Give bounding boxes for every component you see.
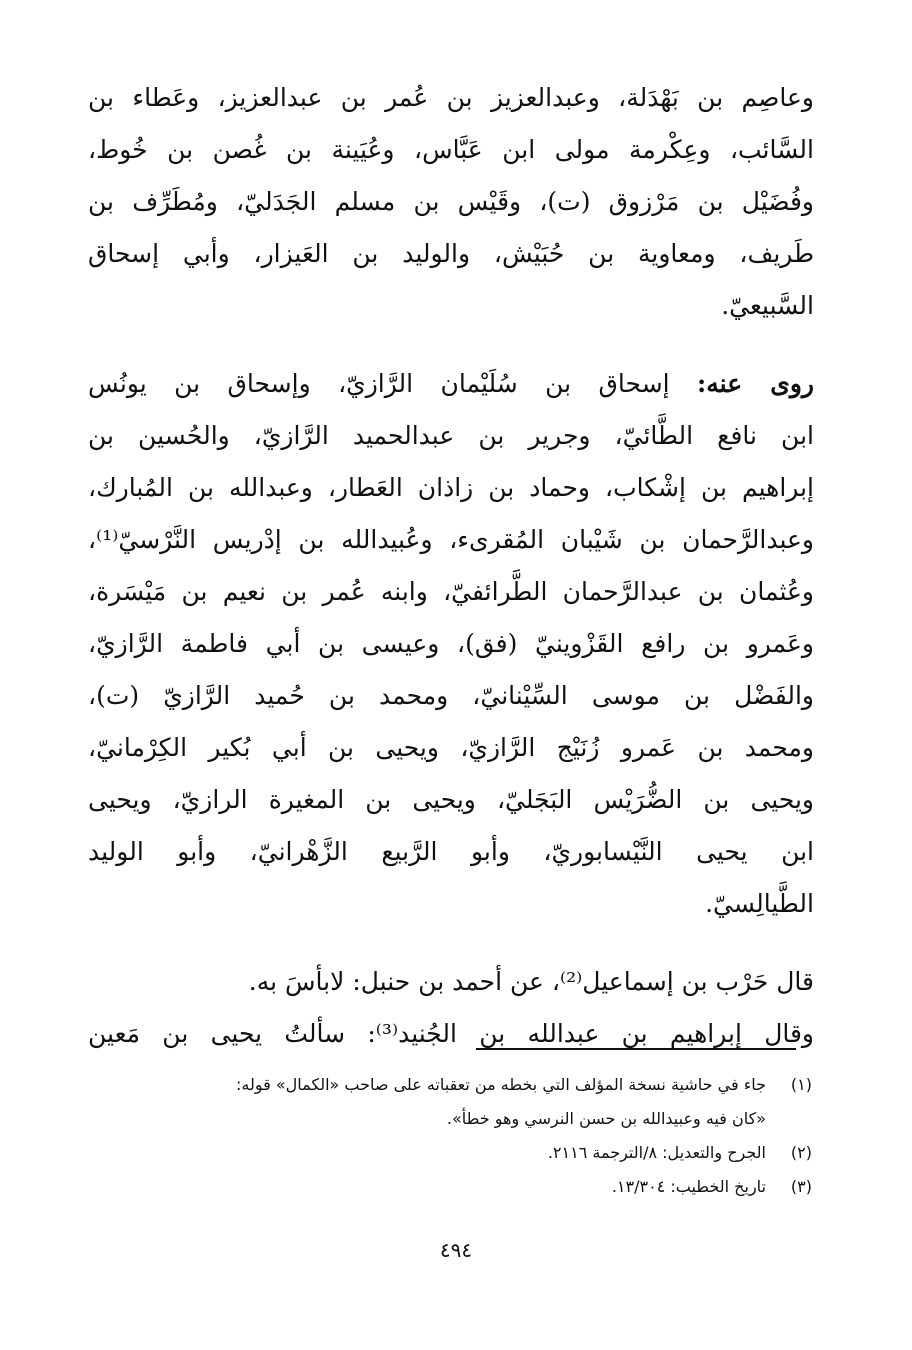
footnote bbox=[96, 1170, 812, 1204]
text-line: وقال إبراهيم بن عبدالله بن الجُنيد⁽³⁾: سألتُ يحيى بن مَعين bbox=[88, 1019, 814, 1048]
text-line: ومحمد بن عَمرو زُنَيْج الرَّازيّ، ويحيى بن أبي بُكير الكِرْمانيّ، bbox=[88, 733, 814, 762]
footnote-separator bbox=[476, 1048, 796, 1050]
footnote-text: جاء في حاشية نسخة المؤلف التي بخطه من تعقباته على صاحب «الكمال» قوله: bbox=[236, 1075, 766, 1094]
text-line: ويحيى بن الضُّرَيْس البَجَليّ، ويحيى بن المغيرة الرازيّ، ويحيى bbox=[88, 785, 814, 814]
footnotes bbox=[96, 1068, 812, 1204]
text-line-rest: إسحاق بن سُلَيْمان الرَّازيّ، وإسحاق بن يونُس bbox=[88, 369, 670, 398]
paragraph-quotes bbox=[88, 956, 814, 1060]
footnote-line: «كان فيه وعبيدالله بن حسن النرسي وهو خطأ». bbox=[446, 1109, 766, 1128]
section-lead: روى عنه: bbox=[697, 369, 814, 398]
footnote-line bbox=[96, 1136, 812, 1170]
main-text bbox=[88, 72, 814, 1060]
paragraph-gap bbox=[88, 332, 814, 358]
footnote-line bbox=[96, 1068, 812, 1102]
paragraph-teachers bbox=[88, 72, 814, 332]
footnote-text: تاريخ الخطيب: ١٣/٣٠٤. bbox=[611, 1177, 766, 1196]
text-line: قال حَرْب بن إسماعيل⁽²⁾، عن أحمد بن حنبل: لابأسَ به. bbox=[248, 967, 814, 996]
text-line: السَّائب، وعِكْرمة مولى ابن عَبَّاس، وعُيَينة بن غُصن بن خُوط، bbox=[88, 135, 814, 164]
text-line: والفَضْل بن موسى السِّيْنانيّ، ومحمد بن حُميد الرَّازيّ (ت)، bbox=[88, 681, 814, 710]
text-line: ابن نافع الطَّائيّ، وجرير بن عبدالحميد الرَّازيّ، والحُسين بن bbox=[88, 421, 814, 450]
text-line: وعاصِم بن بَهْدَلة، وعبدالعزيز بن عُمر بن عبدالعزيز، وعَطاء بن bbox=[88, 83, 814, 112]
footnote bbox=[96, 1068, 812, 1136]
text-line: وعَمرو بن رافع القَزْوينيّ (فق)، وعيسى بن أبي فاطمة الرَّازيّ، bbox=[88, 629, 814, 658]
text-line: وفُضَيْل بن مَرْزوق (ت)، وقَيْس بن مسلم الجَدَليّ، ومُطَرِّف بن bbox=[88, 187, 814, 216]
text-line: ابن يحيى النَّيْسابوريّ، وأبو الرَّبيع الزَّهْرانيّ، وأبو الوليد bbox=[88, 837, 814, 866]
text-line: إبراهيم بن إشْكاب، وحماد بن زاذان العَطار، وعبدالله بن المُبارك، bbox=[88, 473, 814, 502]
text-line: وعبدالرَّحمان بن شَيْبان المُقرىء، وعُبيدالله بن إدْريس النَّرْسيّ⁽¹⁾، bbox=[88, 525, 814, 554]
paragraph-gap bbox=[88, 930, 814, 956]
text-line: السَّبيعيّ. bbox=[721, 291, 814, 320]
footnote-line bbox=[96, 1170, 812, 1204]
page-number: ٤٩٤ bbox=[439, 1238, 473, 1262]
text-line: الطَّيالِسيّ. bbox=[705, 889, 814, 918]
text-line: وعُثمان بن عبدالرَّحمان الطَّرائفيّ، وابنه عُمر بن نعيم بن مَيْسَرة، bbox=[88, 577, 814, 606]
footnote bbox=[96, 1136, 812, 1170]
text-line bbox=[88, 358, 814, 410]
footnote-number: (٣) bbox=[790, 1177, 812, 1196]
footnote-number: (١) bbox=[790, 1075, 812, 1094]
footnote-text: الجرح والتعديل: ٨/الترجمة ٢١١٦. bbox=[547, 1143, 766, 1162]
paragraph-students bbox=[88, 358, 814, 930]
text-line: طَريف، ومعاوية بن حُبَيْش، والوليد بن العَيزار، وأبي إسحاق bbox=[88, 239, 814, 268]
footnote-number: (٢) bbox=[790, 1143, 812, 1162]
